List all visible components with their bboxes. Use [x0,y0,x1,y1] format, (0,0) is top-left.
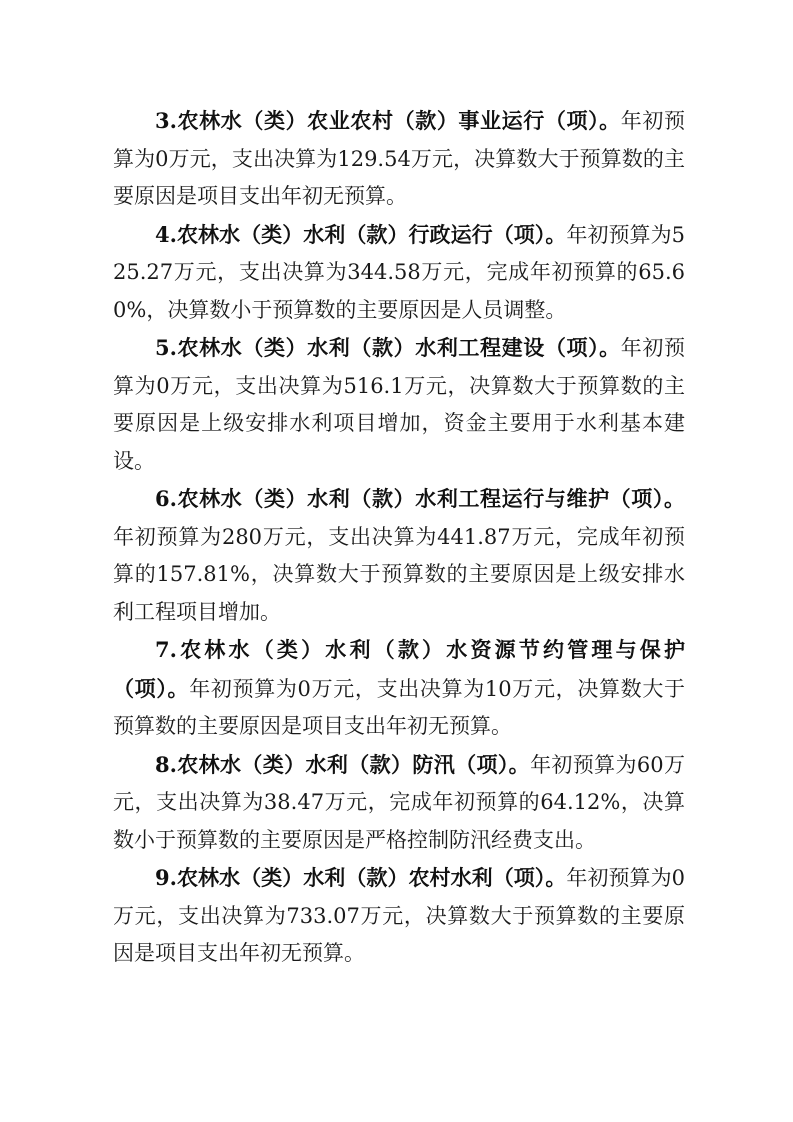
paragraph-5-water-project-construction [113,329,685,480]
paragraph-heading: 7.农林水（类）水利（款）水资源节约管理与保护（项）。 [113,637,685,701]
paragraph-heading: 6.农林水（类）水利（款）水利工程运行与维护（项）。 [155,486,685,511]
paragraph-text: 年初预算为0万元，支出决算为10万元，决算数大于预算数的主要原因是项目支出年初无预算。 [113,676,685,738]
paragraph-heading: 8.农林水（类）水利（款）防汛（项）。 [155,751,531,777]
paragraph-3-agriculture-operation [113,102,685,216]
paragraph-7-water-resource-protection [113,631,685,746]
paragraph-9-rural-water [113,859,685,973]
paragraph-4-water-admin-operation [113,216,685,330]
paragraph-heading: 9.农林水（类）水利（款）农村水利（项）。 [155,865,567,890]
paragraph-text: 年初预算为60万元，支出决算为38.47万元，完成年初预算的64.12%，决算数小于预算数的主要原因是严格控制防汛经费支出。 [113,752,685,852]
paragraph-text: 年初预算为280万元，支出决算为441.87万元，完成年初预算的157.81%，决算数大于预算数的主要原因是上级安排水利工程项目增加。 [113,524,685,624]
paragraph-heading: 4.农林水（类）水利（款）行政运行（项）。 [155,221,567,247]
paragraph-heading: 5.农林水（类）水利（款）水利工程建设（项）。 [155,335,621,360]
paragraph-8-flood-control [113,746,685,860]
document-body [113,102,685,973]
paragraph-text: 年初预算为0万元，支出决算为733.07万元，决算数大于预算数的主要原因是项目支出年初无预算。 [113,866,685,965]
paragraph-6-water-project-maintenance [113,480,685,631]
paragraph-heading: 3.农林水（类）农业农村（款）事业运行（项）。 [155,108,621,133]
paragraph-text: 年初预算为525.27万元，支出决算为344.58万元，完成年初预算的65.60%，决算数小于预算数的主要原因是人员调整。 [113,222,685,322]
paragraph-text: 年初预算为0万元，支出决算为516.1万元，决算数大于预算数的主要原因是上级安排水利项目增加，资金主要用于水利基本建设。 [113,336,686,473]
paragraph-text: 年初预算为0万元，支出决算为129.54万元，决算数大于预算数的主要原因是项目支出年初无预算。 [113,109,686,208]
